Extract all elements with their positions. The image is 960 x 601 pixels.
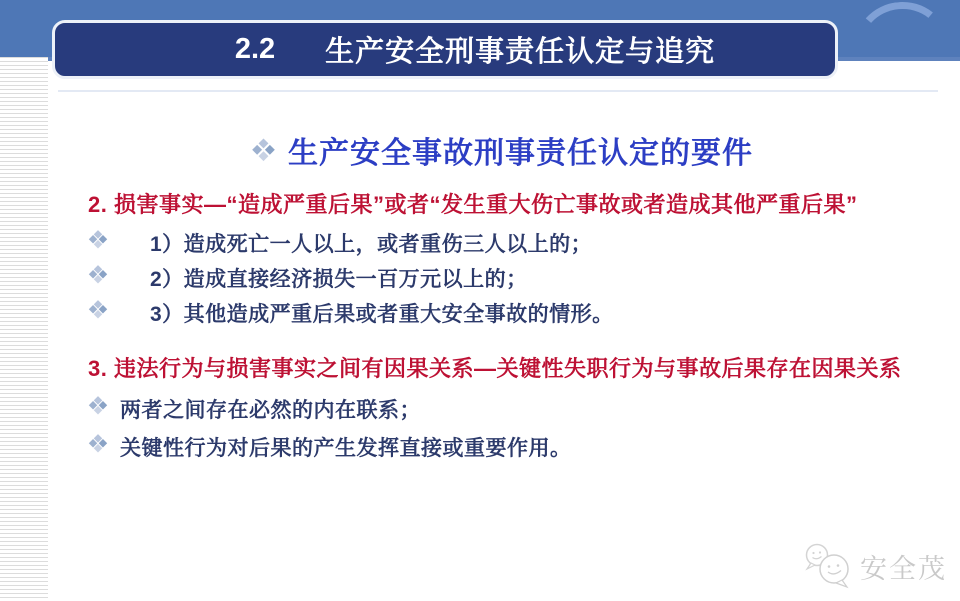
left-stripe-decoration <box>0 57 48 601</box>
list-item <box>91 394 421 424</box>
watermark <box>802 542 947 590</box>
four-diamonds-icon <box>251 138 275 162</box>
four-diamonds-icon <box>88 230 108 250</box>
four-diamonds-icon <box>88 265 108 285</box>
four-diamonds-icon <box>88 300 108 320</box>
page-title: 生产安全刑事责任认定与追究 <box>325 36 716 68</box>
list-item-label: 2）造成直接经济损失一百万元以上的； <box>150 268 528 291</box>
wechat-chat-bubbles-icon <box>802 542 856 590</box>
subtitle: 生产安全事故刑事责任认定的要件 <box>288 137 753 170</box>
list-item-label: 两者之间存在必然的内在联系； <box>120 399 421 422</box>
list-item-label: 3）其他造成严重后果或者重大安全事故的情形。 <box>150 303 614 326</box>
subtitle-row <box>48 128 960 172</box>
list-item <box>91 432 572 462</box>
list-item-label: 关键性行为对后果的产生发挥直接或重要作用。 <box>120 437 572 460</box>
crescent-arc-icon <box>851 0 952 94</box>
slide-title-bar <box>52 20 838 79</box>
section-heading-damage-facts: 2. 损害事实—“造成严重后果”或者“发生重大伤亡事故或者造成其他严重后果” <box>88 192 858 217</box>
section-heading-causal-relation: 3. 违法行为与损害事实之间有因果关系—关键性失职行为与事故后果存在因果关系 <box>88 356 902 381</box>
four-diamonds-icon <box>88 396 108 416</box>
list-item <box>91 298 614 328</box>
list-item <box>91 263 528 293</box>
watermark-label: 安全茂 <box>860 553 947 584</box>
list-item-label: 1）造成死亡一人以上，或者重伤三人以上的； <box>150 233 593 256</box>
title-bar-shadow-line <box>58 90 938 92</box>
four-diamonds-icon <box>88 434 108 454</box>
slide-number: 2.2 <box>234 33 276 65</box>
list-item <box>91 228 592 258</box>
